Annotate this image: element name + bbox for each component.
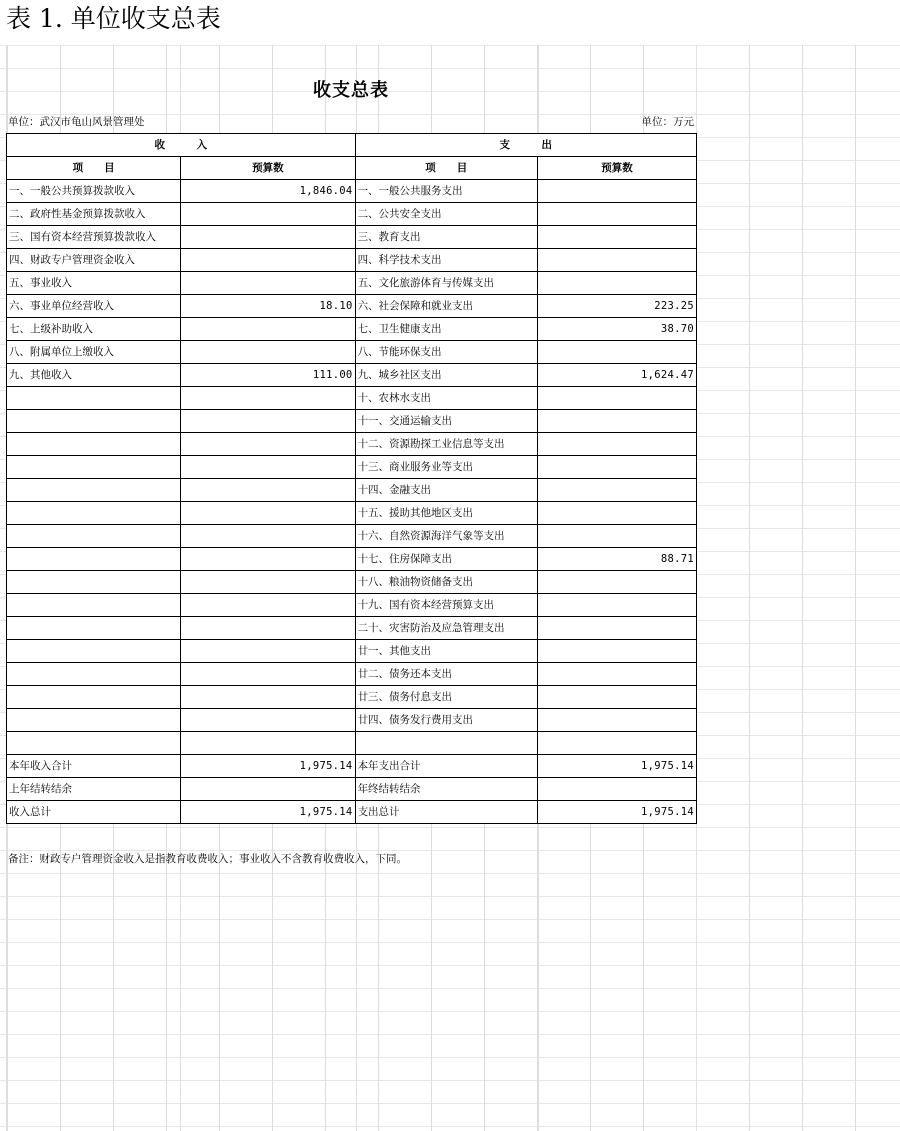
- income-value-cell: [181, 732, 355, 755]
- expense-value-cell: [538, 410, 697, 433]
- expense-value-cell: [538, 226, 697, 249]
- expense-value-cell: [538, 387, 697, 410]
- income-value-cell: 111.00: [181, 364, 355, 387]
- income-value-cell: 1,975.14: [181, 755, 355, 778]
- income-item-cell: 一、一般公共预算拨款收入: [7, 180, 181, 203]
- totals-body: [7, 755, 697, 824]
- table-row: [7, 456, 697, 479]
- expense-item-cell: 十八、粮油物资储备支出: [355, 571, 537, 594]
- table-row: [7, 801, 697, 824]
- expense-item-cell: 四、科学技术支出: [355, 249, 537, 272]
- table-row: [7, 295, 697, 318]
- expense-item-cell: 一、一般公共服务支出: [355, 180, 537, 203]
- expense-item-cell: 廿四、债务发行费用支出: [355, 709, 537, 732]
- income-item-cell: [7, 617, 181, 640]
- table-row: [7, 525, 697, 548]
- income-value-cell: [181, 594, 355, 617]
- expense-item-cell: 二、公共安全支出: [355, 203, 537, 226]
- table-row: [7, 272, 697, 295]
- table-row: [7, 686, 697, 709]
- expense-section-header: 支 出: [355, 134, 696, 157]
- income-item-cell: [7, 594, 181, 617]
- expense-item-cell: 十、农林水支出: [355, 387, 537, 410]
- expense-item-cell: 廿一、其他支出: [355, 640, 537, 663]
- table-row: [7, 387, 697, 410]
- column-header-row: [7, 157, 697, 180]
- income-item-cell: 上年结转结余: [7, 778, 181, 801]
- expense-item-cell: 三、教育支出: [355, 226, 537, 249]
- income-value-cell: [181, 387, 355, 410]
- table-row: [7, 709, 697, 732]
- expense-item-cell: 六、社会保障和就业支出: [355, 295, 537, 318]
- income-item-cell: 七、上级补助收入: [7, 318, 181, 341]
- income-item-cell: 六、事业单位经营收入: [7, 295, 181, 318]
- expense-value-cell: [538, 663, 697, 686]
- expense-item-cell: 八、节能环保支出: [355, 341, 537, 364]
- income-value-cell: [181, 272, 355, 295]
- income-item-cell: 收入总计: [7, 801, 181, 824]
- income-value-cell: [181, 571, 355, 594]
- income-value-cell: [181, 640, 355, 663]
- income-value-cell: [181, 525, 355, 548]
- table-row: [7, 433, 697, 456]
- expense-item-cell: 支出总计: [355, 801, 537, 824]
- table-row: [7, 640, 697, 663]
- expense-item-cell: 十三、商业服务业等支出: [355, 456, 537, 479]
- expense-value-cell: [538, 709, 697, 732]
- income-value-cell: [181, 341, 355, 364]
- expense-value-cell: [538, 525, 697, 548]
- income-value-cell: [181, 686, 355, 709]
- income-item-cell: [7, 663, 181, 686]
- expense-value-cell: [538, 249, 697, 272]
- expense-value-cell: [538, 778, 697, 801]
- table-row: [7, 180, 697, 203]
- income-value-cell: [181, 410, 355, 433]
- income-value-cell: [181, 318, 355, 341]
- expense-item-cell: 十二、资源勘探工业信息等支出: [355, 433, 537, 456]
- table-row: [7, 778, 697, 801]
- table-row: [7, 249, 697, 272]
- sheet-title: 收支总表: [313, 80, 389, 101]
- table-body: [7, 180, 697, 755]
- income-item-cell: [7, 640, 181, 663]
- table-row: [7, 479, 697, 502]
- expense-item-cell: 年终结转结余: [355, 778, 537, 801]
- income-value-cell: [181, 249, 355, 272]
- income-value-cell: 1,975.14: [181, 801, 355, 824]
- expense-item-cell: 廿二、债务还本支出: [355, 663, 537, 686]
- page-title: 表 1. 单位收支总表: [6, 4, 221, 33]
- expense-item-cell: 十一、交通运输支出: [355, 410, 537, 433]
- income-value-cell: [181, 617, 355, 640]
- table-row: [7, 410, 697, 433]
- expense-budget-header: 预算数: [538, 157, 697, 180]
- expense-item-cell: 七、卫生健康支出: [355, 318, 537, 341]
- section-header-row: [7, 134, 697, 157]
- income-item-cell: 九、其他收入: [7, 364, 181, 387]
- expense-item-cell: 十四、金融支出: [355, 479, 537, 502]
- income-item-cell: 三、国有资本经营预算拨款收入: [7, 226, 181, 249]
- table-row: [7, 226, 697, 249]
- income-item-cell: [7, 433, 181, 456]
- unit-org-label: 单位：武汉市龟山风景管理处: [8, 116, 145, 128]
- income-item-cell: [7, 502, 181, 525]
- expense-item-cell: 十九、国有资本经营预算支出: [355, 594, 537, 617]
- income-budget-header: 预算数: [181, 157, 355, 180]
- expense-value-cell: 1,624.47: [538, 364, 697, 387]
- income-item-cell: [7, 410, 181, 433]
- income-value-cell: [181, 548, 355, 571]
- income-item-cell: 本年收入合计: [7, 755, 181, 778]
- income-item-cell: [7, 479, 181, 502]
- income-value-cell: [181, 709, 355, 732]
- budget-summary-table: [6, 133, 697, 824]
- table-row: [7, 732, 697, 755]
- expense-value-cell: [538, 571, 697, 594]
- table-row: [7, 502, 697, 525]
- income-item-cell: [7, 548, 181, 571]
- expense-item-cell: 五、文化旅游体育与传媒支出: [355, 272, 537, 295]
- income-item-cell: [7, 571, 181, 594]
- income-item-cell: [7, 686, 181, 709]
- expense-value-cell: [538, 502, 697, 525]
- income-item-cell: 四、财政专户管理资金收入: [7, 249, 181, 272]
- table-row: [7, 341, 697, 364]
- expense-item-cell: 廿三、债务付息支出: [355, 686, 537, 709]
- table-row: [7, 755, 697, 778]
- income-value-cell: 18.10: [181, 295, 355, 318]
- expense-value-cell: [538, 341, 697, 364]
- expense-value-cell: 38.70: [538, 318, 697, 341]
- income-value-cell: [181, 433, 355, 456]
- expense-value-cell: [538, 640, 697, 663]
- expense-item-cell: 九、城乡社区支出: [355, 364, 537, 387]
- income-value-cell: [181, 203, 355, 226]
- expense-value-cell: 1,975.14: [538, 801, 697, 824]
- expense-value-cell: [538, 594, 697, 617]
- income-value-cell: [181, 778, 355, 801]
- table-row: [7, 203, 697, 226]
- income-value-cell: 1,846.04: [181, 180, 355, 203]
- table-row: [7, 364, 697, 387]
- unit-currency-label: 单位：万元: [641, 116, 694, 128]
- expense-item-header: 项 目: [355, 157, 537, 180]
- income-item-cell: [7, 387, 181, 410]
- table-row: [7, 663, 697, 686]
- expense-value-cell: [538, 732, 697, 755]
- expense-item-cell: [355, 732, 537, 755]
- footnote: 备注：财政专户管理资金收入是指教育收费收入；事业收入不含教育收费收入，下同。: [8, 853, 407, 865]
- income-item-cell: 二、政府性基金预算拨款收入: [7, 203, 181, 226]
- income-value-cell: [181, 663, 355, 686]
- expense-value-cell: [538, 617, 697, 640]
- expense-value-cell: [538, 180, 697, 203]
- expense-item-cell: 本年支出合计: [355, 755, 537, 778]
- income-value-cell: [181, 456, 355, 479]
- table-row: [7, 548, 697, 571]
- income-item-cell: 八、附属单位上缴收入: [7, 341, 181, 364]
- expense-item-cell: 二十、灾害防治及应急管理支出: [355, 617, 537, 640]
- income-item-cell: [7, 709, 181, 732]
- income-value-cell: [181, 226, 355, 249]
- income-value-cell: [181, 502, 355, 525]
- income-item-cell: [7, 732, 181, 755]
- income-item-header: 项 目: [7, 157, 181, 180]
- expense-value-cell: 223.25: [538, 295, 697, 318]
- income-value-cell: [181, 479, 355, 502]
- expense-value-cell: 88.71: [538, 548, 697, 571]
- table-row: [7, 594, 697, 617]
- expense-value-cell: [538, 686, 697, 709]
- table-row: [7, 318, 697, 341]
- expense-value-cell: [538, 456, 697, 479]
- expense-value-cell: [538, 203, 697, 226]
- expense-value-cell: [538, 272, 697, 295]
- income-item-cell: 五、事业收入: [7, 272, 181, 295]
- income-item-cell: [7, 525, 181, 548]
- expense-item-cell: 十七、住房保障支出: [355, 548, 537, 571]
- income-section-header: 收 入: [7, 134, 356, 157]
- table-row: [7, 571, 697, 594]
- table-row: [7, 617, 697, 640]
- expense-item-cell: 十六、自然资源海洋气象等支出: [355, 525, 537, 548]
- expense-value-cell: [538, 433, 697, 456]
- expense-value-cell: [538, 479, 697, 502]
- income-item-cell: [7, 456, 181, 479]
- expense-item-cell: 十五、援助其他地区支出: [355, 502, 537, 525]
- expense-value-cell: 1,975.14: [538, 755, 697, 778]
